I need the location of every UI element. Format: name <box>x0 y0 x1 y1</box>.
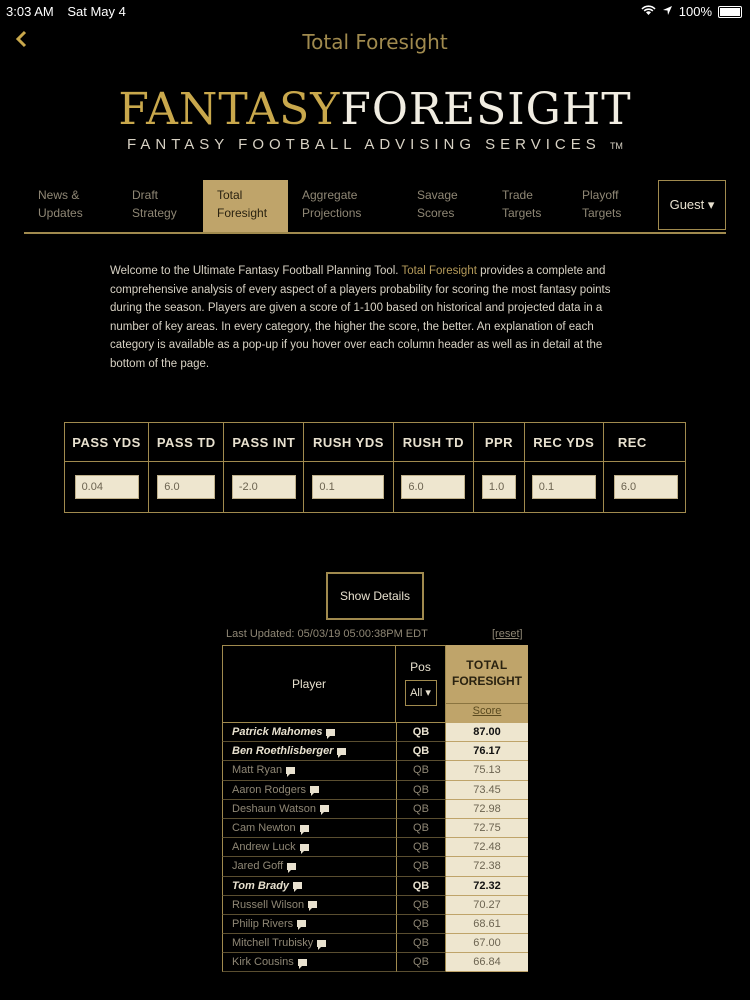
player-name[interactable]: Tom Brady <box>232 879 290 892</box>
player-pos: QB <box>396 896 446 915</box>
last-updated-text: Last Updated: 05/03/19 05:00:38PM EDT <box>226 628 428 640</box>
weight-header: PPR <box>474 423 525 462</box>
comment-icon[interactable] <box>300 825 309 832</box>
table-row[interactable] <box>222 761 528 780</box>
score-sort-link[interactable]: Score <box>472 705 502 717</box>
player-name-cell <box>222 838 396 857</box>
comment-icon[interactable] <box>326 729 335 736</box>
player-name-cell <box>222 953 396 972</box>
weight-cell <box>149 462 224 513</box>
table-row[interactable] <box>222 896 528 915</box>
player-score: 72.98 <box>446 800 528 819</box>
tab-draft-strategy[interactable] <box>118 180 203 232</box>
player-pos: QB <box>396 800 446 819</box>
weight-cell <box>224 462 304 513</box>
player-name[interactable]: Mitchell Trubisky <box>232 937 314 950</box>
tab-label: Projections <box>302 206 362 220</box>
ppr-input[interactable] <box>482 475 516 499</box>
player-pos: QB <box>396 934 446 953</box>
scoring-weights-panel[interactable] <box>64 422 686 514</box>
status-date: Sat May 4 <box>67 4 126 19</box>
comment-icon[interactable] <box>287 863 296 870</box>
tab-label: Scores <box>417 206 455 220</box>
tab-news-updates[interactable] <box>24 180 118 232</box>
player-name[interactable]: Philip Rivers <box>232 917 294 930</box>
player-score: 70.27 <box>446 896 528 915</box>
location-icon <box>662 4 673 19</box>
tab-label: Trade <box>502 188 533 202</box>
player-name-cell <box>222 934 396 953</box>
player-name[interactable]: Ben Roethlisberger <box>232 745 334 758</box>
pos-header-label: Pos <box>410 660 431 674</box>
comment-icon[interactable] <box>297 920 306 927</box>
logo-tagline <box>0 136 750 153</box>
player-score: 87.00 <box>446 723 528 742</box>
tab-label: Draft <box>132 188 159 202</box>
player-name[interactable]: Aaron Rodgers <box>232 783 306 796</box>
tab-savage-scores[interactable] <box>403 180 488 232</box>
tab-label: Playoff <box>582 188 619 202</box>
player-score: 67.00 <box>446 934 528 953</box>
table-row[interactable] <box>222 915 528 934</box>
nav-title: Total Foresight <box>302 30 448 54</box>
player-name-cell <box>222 761 396 780</box>
weight-header: PASS TD <box>149 423 224 462</box>
weight-cell <box>474 462 525 513</box>
battery-percent: 100% <box>678 4 712 19</box>
pass-int-input[interactable] <box>232 475 296 499</box>
player-score: 72.75 <box>446 819 528 838</box>
table-row[interactable] <box>222 953 528 972</box>
pos-filter-select[interactable]: All ▾ <box>405 680 437 706</box>
player-score: 76.17 <box>446 742 528 761</box>
results-table <box>222 645 528 977</box>
scoring-weights-table <box>64 422 686 513</box>
player-pos: QB <box>396 838 446 857</box>
comment-icon[interactable] <box>300 844 309 851</box>
guest-menu-button[interactable]: Guest ▾ <box>658 180 726 230</box>
player-name[interactable]: Jared Goff <box>232 860 284 873</box>
trademark: TM <box>609 141 623 151</box>
tab-label: Strategy <box>132 206 177 220</box>
tf-header-divider <box>446 703 528 704</box>
table-row[interactable] <box>222 838 528 857</box>
tab-label: Savage <box>417 188 458 202</box>
intro-text <box>110 262 620 373</box>
player-name-cell <box>222 896 396 915</box>
player-name-cell <box>222 800 396 819</box>
player-pos: QB <box>396 953 446 972</box>
player-name-cell <box>222 857 396 876</box>
tf-header-line1: TOTAL <box>466 658 508 672</box>
player-name-cell <box>222 742 396 761</box>
player-name[interactable]: Cam Newton <box>232 821 296 834</box>
table-row[interactable] <box>222 857 528 876</box>
table-row[interactable] <box>222 742 528 761</box>
wifi-icon <box>641 4 656 19</box>
player-score: 75.13 <box>446 761 528 780</box>
rec-yds-input[interactable] <box>532 475 596 499</box>
weight-cell <box>304 462 393 513</box>
intro-after: provides a complete and comprehensive analysis of every aspect of a players probability for scoring the most fantasy points during the season. Players are given a score of 1-100 based on historical and projected data in a number of key areas. In every category, the higher the score, the better. An explanation of each category is available as a pop-up if you hover over each column header as well as in detail at the bottom of the page. <box>110 265 611 370</box>
player-score: 66.84 <box>446 953 528 972</box>
weight-header: PASS YDS <box>65 423 149 462</box>
tf-header-line2: FORESIGHT <box>451 674 522 688</box>
comment-icon[interactable] <box>308 901 317 908</box>
table-row[interactable] <box>222 800 528 819</box>
tab-label: News & <box>38 188 80 202</box>
player-score: 72.32 <box>446 877 528 896</box>
battery-icon <box>718 6 742 18</box>
weight-cell <box>524 462 603 513</box>
player-pos: QB <box>396 723 446 742</box>
reset-link[interactable]: [reset] <box>492 628 523 640</box>
player-name-cell <box>222 915 396 934</box>
weight-header: RUSH TD <box>393 423 474 462</box>
weight-header: PASS INT <box>224 423 304 462</box>
tab-total-foresight[interactable] <box>203 180 288 232</box>
player-column-header[interactable]: Player <box>222 645 396 723</box>
status-time: 3:03 AM <box>6 4 54 19</box>
tab-playoff-targets[interactable] <box>568 180 654 232</box>
tab-label: Targets <box>582 206 622 220</box>
main-tabs <box>24 180 726 234</box>
tagline-text: FANTASY FOOTBALL ADVISING SERVICES <box>127 136 601 153</box>
comment-icon[interactable] <box>317 940 326 947</box>
intro-before: Welcome to the Ultimate Fantasy Football Planning Tool. <box>110 265 399 277</box>
comment-icon[interactable] <box>320 805 329 812</box>
tab-aggregate-projections[interactable] <box>288 180 403 232</box>
player-name[interactable]: Kirk Cousins <box>232 956 294 969</box>
player-name-cell <box>222 781 396 800</box>
rush-yds-input[interactable] <box>312 475 384 499</box>
player-name-cell <box>222 819 396 838</box>
table-row[interactable] <box>222 819 528 838</box>
player-name[interactable]: Russell Wilson <box>232 898 305 911</box>
player-pos: QB <box>396 857 446 876</box>
weight-cell <box>603 462 685 513</box>
player-name[interactable]: Patrick Mahomes <box>232 726 323 738</box>
table-row[interactable] <box>222 934 528 953</box>
comment-icon[interactable] <box>337 748 346 755</box>
tab-label: Targets <box>502 206 542 220</box>
tab-trade-targets[interactable] <box>488 180 568 232</box>
tab-label: Updates <box>38 206 83 220</box>
logo <box>0 84 750 135</box>
weight-header: REC <box>603 423 685 462</box>
weight-cell <box>393 462 474 513</box>
player-pos: QB <box>396 742 446 761</box>
rec-input[interactable] <box>614 475 678 499</box>
weight-cell <box>65 462 149 513</box>
tab-label: Aggregate <box>302 188 358 202</box>
pass-td-input[interactable] <box>157 475 215 499</box>
player-name[interactable]: Andrew Luck <box>232 841 296 854</box>
player-name[interactable]: Deshaun Watson <box>232 802 316 815</box>
comment-icon[interactable] <box>298 959 307 966</box>
intro-link-total-foresight[interactable]: Total Foresight <box>401 265 477 277</box>
comment-icon[interactable] <box>310 786 319 793</box>
player-pos: QB <box>396 915 446 934</box>
pass-yds-input[interactable] <box>75 475 139 499</box>
player-pos: QB <box>396 781 446 800</box>
rush-td-input[interactable] <box>401 475 465 499</box>
table-row[interactable] <box>222 723 528 742</box>
player-name[interactable]: Matt Ryan <box>232 764 283 777</box>
player-pos: QB <box>396 877 446 896</box>
weight-header: REC YDS <box>524 423 603 462</box>
results-rows <box>222 723 528 972</box>
player-pos: QB <box>396 819 446 838</box>
player-score: 73.45 <box>446 781 528 800</box>
player-pos: QB <box>396 761 446 780</box>
weight-header: RUSH YDS <box>304 423 393 462</box>
logo-fantasy: FANTASY <box>118 84 341 135</box>
comment-icon[interactable] <box>293 882 302 889</box>
player-score: 72.48 <box>446 838 528 857</box>
total-foresight-column-header[interactable] <box>446 645 528 723</box>
player-name-cell <box>222 877 396 896</box>
logo-foresight: FORESIGHT <box>340 84 632 135</box>
show-details-button[interactable]: Show Details <box>326 572 424 620</box>
player-score: 68.61 <box>446 915 528 934</box>
table-row[interactable] <box>222 781 528 800</box>
player-name-cell <box>222 723 396 742</box>
pos-column-header <box>396 645 446 723</box>
tab-label: Foresight <box>217 206 268 220</box>
table-row[interactable] <box>222 877 528 896</box>
tab-label: Total <box>217 188 243 202</box>
status-bar <box>0 0 750 22</box>
comment-icon[interactable] <box>286 767 295 774</box>
player-score: 72.38 <box>446 857 528 876</box>
